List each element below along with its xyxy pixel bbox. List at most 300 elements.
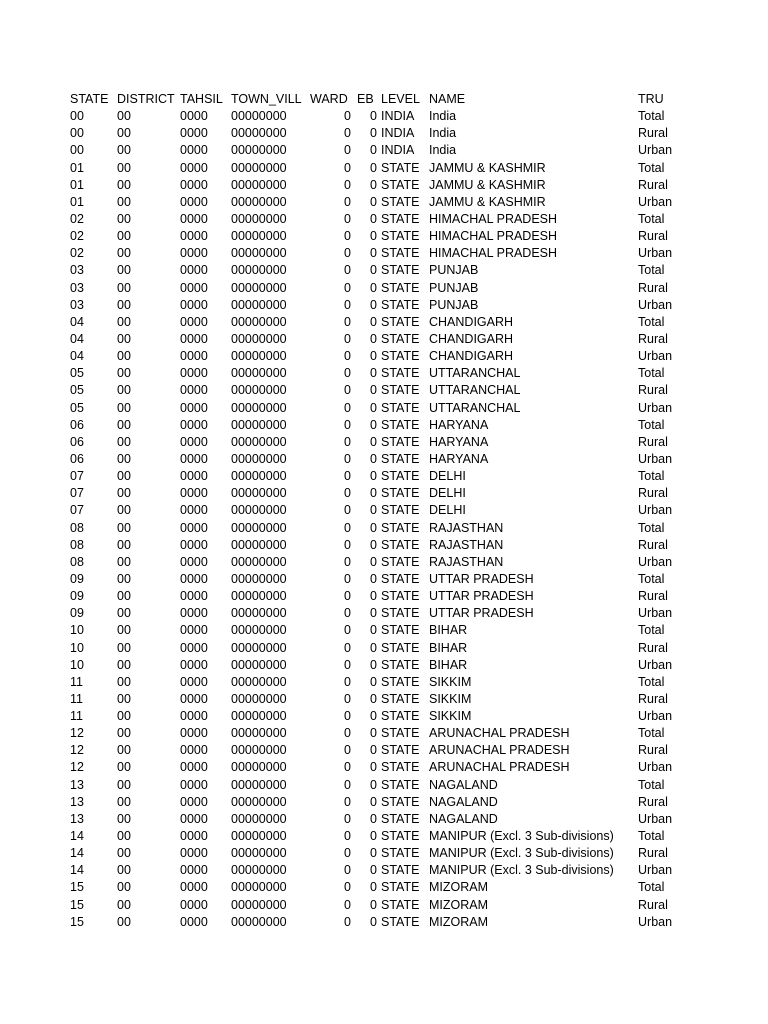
cell-tru: Urban <box>638 349 673 364</box>
cell-tru: Rural <box>638 846 668 861</box>
cell-name: MANIPUR (Excl. 3 Sub-divisions) <box>429 863 614 878</box>
cell-tahsil: 0000 <box>180 606 208 621</box>
cell-level: STATE <box>381 434 420 449</box>
cell-tru: Total <box>638 571 665 586</box>
cell-district: 00 <box>117 571 131 586</box>
cell-district: 00 <box>117 263 131 278</box>
cell-name: HARYANA <box>429 434 489 449</box>
table-row <box>0 537 768 554</box>
cell-level: STATE <box>381 520 420 535</box>
cell-town-vill: 00000000 <box>231 400 287 415</box>
cell-tahsil: 0000 <box>180 554 208 569</box>
cell-state: 11 <box>70 691 83 706</box>
cell-state: 12 <box>70 726 84 741</box>
cell-district: 00 <box>117 383 131 398</box>
cell-level: STATE <box>381 537 420 552</box>
cell-town-vill: 00000000 <box>231 229 287 244</box>
cell-state: 02 <box>70 246 84 261</box>
cell-level: STATE <box>381 503 420 518</box>
header-town-vill: TOWN_VILL <box>231 92 302 106</box>
cell-ward: 0 <box>344 451 351 466</box>
cell-level: STATE <box>381 589 420 604</box>
cell-tahsil: 0000 <box>180 709 208 724</box>
cell-eb: 0 <box>370 657 377 672</box>
cell-level: STATE <box>381 794 420 809</box>
cell-eb: 0 <box>370 709 377 724</box>
cell-state: 06 <box>70 451 84 466</box>
cell-tru: Urban <box>638 554 673 569</box>
cell-tru: Total <box>638 777 665 792</box>
header-eb: EB <box>357 92 374 106</box>
cell-tru: Rural <box>638 537 668 552</box>
cell-level: INDIA <box>381 109 415 124</box>
cell-level: STATE <box>381 177 420 192</box>
cell-name: ARUNACHAL PRADESH <box>429 760 570 775</box>
cell-tahsil: 0000 <box>180 571 208 586</box>
cell-eb: 0 <box>370 211 377 226</box>
cell-level: STATE <box>381 606 420 621</box>
cell-district: 00 <box>117 280 131 295</box>
cell-state: 10 <box>70 623 84 638</box>
cell-tru: Urban <box>638 657 673 672</box>
cell-name: MANIPUR (Excl. 3 Sub-divisions) <box>429 829 614 844</box>
cell-tahsil: 0000 <box>180 726 208 741</box>
cell-eb: 0 <box>370 109 377 124</box>
header-district: DISTRICT <box>117 92 175 106</box>
cell-district: 00 <box>117 880 131 895</box>
cell-town-vill: 00000000 <box>231 109 287 124</box>
table-row <box>0 777 768 794</box>
cell-tahsil: 0000 <box>180 520 208 535</box>
cell-district: 00 <box>117 469 131 484</box>
cell-level: STATE <box>381 331 420 346</box>
cell-level: STATE <box>381 297 420 312</box>
cell-town-vill: 00000000 <box>231 846 287 861</box>
cell-tru: Rural <box>638 640 668 655</box>
cell-district: 00 <box>117 503 131 518</box>
cell-district: 00 <box>117 160 131 175</box>
cell-tru: Total <box>638 623 665 638</box>
cell-ward: 0 <box>344 229 351 244</box>
cell-ward: 0 <box>344 537 351 552</box>
cell-district: 00 <box>117 623 131 638</box>
cell-name: JAMMU & KASHMIR <box>429 177 546 192</box>
cell-ward: 0 <box>344 246 351 261</box>
cell-state: 13 <box>70 777 84 792</box>
table-row <box>0 417 768 434</box>
cell-state: 14 <box>70 846 84 861</box>
cell-level: STATE <box>381 366 420 381</box>
cell-eb: 0 <box>370 349 377 364</box>
table-row <box>0 331 768 348</box>
cell-eb: 0 <box>370 263 377 278</box>
cell-district: 00 <box>117 520 131 535</box>
cell-eb: 0 <box>370 760 377 775</box>
cell-district: 00 <box>117 709 131 724</box>
cell-eb: 0 <box>370 914 377 929</box>
cell-state: 12 <box>70 760 84 775</box>
cell-tru: Urban <box>638 709 673 724</box>
cell-tru: Total <box>638 263 665 278</box>
cell-name: HARYANA <box>429 451 489 466</box>
cell-eb: 0 <box>370 417 377 432</box>
cell-name: SIKKIM <box>429 691 472 706</box>
table-row <box>0 657 768 674</box>
cell-tahsil: 0000 <box>180 400 208 415</box>
cell-name: RAJASTHAN <box>429 537 504 552</box>
cell-district: 00 <box>117 794 131 809</box>
cell-tru: Urban <box>638 760 673 775</box>
cell-tahsil: 0000 <box>180 349 208 364</box>
cell-district: 00 <box>117 297 131 312</box>
cell-tru: Total <box>638 469 665 484</box>
header-level: LEVEL <box>381 92 420 106</box>
cell-level: STATE <box>381 709 420 724</box>
cell-town-vill: 00000000 <box>231 194 287 209</box>
table-row <box>0 742 768 759</box>
cell-eb: 0 <box>370 143 377 158</box>
cell-town-vill: 00000000 <box>231 349 287 364</box>
table-row <box>0 160 768 177</box>
cell-level: STATE <box>381 726 420 741</box>
cell-level: STATE <box>381 863 420 878</box>
cell-tru: Urban <box>638 194 673 209</box>
cell-level: INDIA <box>381 126 415 141</box>
cell-tru: Total <box>638 417 665 432</box>
cell-tru: Rural <box>638 126 668 141</box>
table-row <box>0 194 768 211</box>
cell-level: STATE <box>381 691 420 706</box>
cell-eb: 0 <box>370 434 377 449</box>
cell-town-vill: 00000000 <box>231 503 287 518</box>
cell-eb: 0 <box>370 451 377 466</box>
cell-tru: Urban <box>638 914 673 929</box>
cell-state: 02 <box>70 211 84 226</box>
cell-state: 09 <box>70 589 84 604</box>
header-ward: WARD <box>310 92 348 106</box>
cell-name: CHANDIGARH <box>429 349 514 364</box>
cell-level: STATE <box>381 623 420 638</box>
cell-name: CHANDIGARH <box>429 331 514 346</box>
cell-tahsil: 0000 <box>180 623 208 638</box>
cell-eb: 0 <box>370 126 377 141</box>
cell-tru: Rural <box>638 691 668 706</box>
table-row <box>0 400 768 417</box>
cell-eb: 0 <box>370 503 377 518</box>
cell-tahsil: 0000 <box>180 246 208 261</box>
table-row <box>0 640 768 657</box>
cell-ward: 0 <box>344 914 351 929</box>
cell-district: 00 <box>117 760 131 775</box>
cell-tru: Rural <box>638 177 668 192</box>
cell-name: RAJASTHAN <box>429 520 504 535</box>
cell-name: PUNJAB <box>429 297 479 312</box>
cell-eb: 0 <box>370 331 377 346</box>
cell-level: STATE <box>381 777 420 792</box>
cell-district: 00 <box>117 640 131 655</box>
table-row <box>0 125 768 142</box>
cell-level: STATE <box>381 263 420 278</box>
cell-ward: 0 <box>344 880 351 895</box>
cell-town-vill: 00000000 <box>231 777 287 792</box>
table-row <box>0 914 768 931</box>
cell-district: 00 <box>117 554 131 569</box>
table-row <box>0 262 768 279</box>
cell-tru: Rural <box>638 229 668 244</box>
cell-district: 00 <box>117 211 131 226</box>
cell-state: 14 <box>70 829 84 844</box>
table-row <box>0 314 768 331</box>
cell-name: CHANDIGARH <box>429 314 514 329</box>
cell-ward: 0 <box>344 606 351 621</box>
cell-tahsil: 0000 <box>180 451 208 466</box>
cell-tru: Rural <box>638 331 668 346</box>
cell-state: 03 <box>70 297 84 312</box>
cell-tahsil: 0000 <box>180 417 208 432</box>
cell-tru: Total <box>638 109 665 124</box>
cell-town-vill: 00000000 <box>231 897 287 912</box>
cell-eb: 0 <box>370 606 377 621</box>
cell-ward: 0 <box>344 777 351 792</box>
cell-ward: 0 <box>344 709 351 724</box>
header-tahsil: TAHSIL <box>180 92 223 106</box>
table-row <box>0 571 768 588</box>
cell-state: 01 <box>70 194 84 209</box>
cell-eb: 0 <box>370 829 377 844</box>
cell-eb: 0 <box>370 520 377 535</box>
table-row <box>0 434 768 451</box>
table-row <box>0 674 768 691</box>
cell-ward: 0 <box>344 486 351 501</box>
cell-district: 00 <box>117 606 131 621</box>
cell-state: 05 <box>70 400 84 415</box>
cell-name: BIHAR <box>429 657 468 672</box>
cell-tahsil: 0000 <box>180 314 208 329</box>
cell-town-vill: 00000000 <box>231 246 287 261</box>
cell-level: STATE <box>381 571 420 586</box>
cell-tahsil: 0000 <box>180 143 208 158</box>
cell-tru: Rural <box>638 897 668 912</box>
cell-town-vill: 00000000 <box>231 914 287 929</box>
cell-name: PUNJAB <box>429 280 479 295</box>
cell-tahsil: 0000 <box>180 811 208 826</box>
cell-ward: 0 <box>344 846 351 861</box>
table-row <box>0 811 768 828</box>
cell-ward: 0 <box>344 400 351 415</box>
cell-district: 00 <box>117 177 131 192</box>
cell-tahsil: 0000 <box>180 880 208 895</box>
cell-tru: Urban <box>638 503 673 518</box>
cell-town-vill: 00000000 <box>231 554 287 569</box>
cell-level: STATE <box>381 846 420 861</box>
cell-town-vill: 00000000 <box>231 623 287 638</box>
cell-state: 09 <box>70 571 84 586</box>
cell-town-vill: 00000000 <box>231 863 287 878</box>
cell-tru: Urban <box>638 451 673 466</box>
cell-ward: 0 <box>344 657 351 672</box>
cell-eb: 0 <box>370 194 377 209</box>
cell-level: STATE <box>381 640 420 655</box>
cell-state: 14 <box>70 863 84 878</box>
cell-level: STATE <box>381 211 420 226</box>
cell-ward: 0 <box>344 571 351 586</box>
cell-name: UTTARANCHAL <box>429 400 521 415</box>
cell-tahsil: 0000 <box>180 760 208 775</box>
cell-state: 11 <box>70 674 83 689</box>
cell-name: DELHI <box>429 469 466 484</box>
cell-town-vill: 00000000 <box>231 434 287 449</box>
cell-name: BIHAR <box>429 640 468 655</box>
cell-ward: 0 <box>344 623 351 638</box>
cell-state: 08 <box>70 520 84 535</box>
cell-town-vill: 00000000 <box>231 760 287 775</box>
table-row <box>0 142 768 159</box>
cell-state: 07 <box>70 486 84 501</box>
cell-town-vill: 00000000 <box>231 211 287 226</box>
cell-state: 06 <box>70 434 84 449</box>
cell-state: 07 <box>70 469 84 484</box>
cell-name: India <box>429 126 457 141</box>
cell-level: STATE <box>381 400 420 415</box>
cell-state: 08 <box>70 554 84 569</box>
cell-name: BIHAR <box>429 623 468 638</box>
cell-ward: 0 <box>344 794 351 809</box>
cell-level: STATE <box>381 897 420 912</box>
table-row <box>0 605 768 622</box>
cell-ward: 0 <box>344 811 351 826</box>
cell-district: 00 <box>117 229 131 244</box>
cell-town-vill: 00000000 <box>231 280 287 295</box>
cell-state: 01 <box>70 160 84 175</box>
cell-district: 00 <box>117 914 131 929</box>
cell-ward: 0 <box>344 297 351 312</box>
cell-district: 00 <box>117 349 131 364</box>
cell-state: 03 <box>70 280 84 295</box>
cell-name: NAGALAND <box>429 811 498 826</box>
cell-state: 11 <box>70 709 83 724</box>
cell-district: 00 <box>117 246 131 261</box>
cell-eb: 0 <box>370 863 377 878</box>
cell-level: STATE <box>381 160 420 175</box>
cell-name: HIMACHAL PRADESH <box>429 211 558 226</box>
cell-ward: 0 <box>344 177 351 192</box>
cell-eb: 0 <box>370 640 377 655</box>
cell-tru: Urban <box>638 811 673 826</box>
cell-state: 05 <box>70 366 84 381</box>
cell-ward: 0 <box>344 314 351 329</box>
cell-name: MIZORAM <box>429 880 489 895</box>
cell-state: 00 <box>70 126 84 141</box>
cell-state: 06 <box>70 417 84 432</box>
cell-town-vill: 00000000 <box>231 606 287 621</box>
cell-tru: Total <box>638 211 665 226</box>
cell-tahsil: 0000 <box>180 674 208 689</box>
cell-name: SIKKIM <box>429 674 472 689</box>
cell-district: 00 <box>117 434 131 449</box>
cell-town-vill: 00000000 <box>231 469 287 484</box>
cell-town-vill: 00000000 <box>231 126 287 141</box>
cell-district: 00 <box>117 674 131 689</box>
cell-eb: 0 <box>370 366 377 381</box>
cell-district: 00 <box>117 417 131 432</box>
cell-level: INDIA <box>381 143 415 158</box>
cell-town-vill: 00000000 <box>231 160 287 175</box>
cell-tru: Urban <box>638 606 673 621</box>
cell-ward: 0 <box>344 331 351 346</box>
cell-ward: 0 <box>344 263 351 278</box>
cell-level: STATE <box>381 914 420 929</box>
header-state: STATE <box>70 92 109 106</box>
cell-town-vill: 00000000 <box>231 143 287 158</box>
cell-eb: 0 <box>370 537 377 552</box>
cell-level: STATE <box>381 451 420 466</box>
table-row <box>0 897 768 914</box>
cell-tru: Total <box>638 366 665 381</box>
cell-level: STATE <box>381 469 420 484</box>
cell-town-vill: 00000000 <box>231 709 287 724</box>
cell-town-vill: 00000000 <box>231 811 287 826</box>
cell-town-vill: 00000000 <box>231 657 287 672</box>
cell-name: MIZORAM <box>429 914 489 929</box>
cell-town-vill: 00000000 <box>231 674 287 689</box>
cell-district: 00 <box>117 777 131 792</box>
cell-district: 00 <box>117 691 131 706</box>
cell-eb: 0 <box>370 280 377 295</box>
cell-level: STATE <box>381 760 420 775</box>
cell-state: 02 <box>70 229 84 244</box>
cell-district: 00 <box>117 143 131 158</box>
cell-district: 00 <box>117 537 131 552</box>
cell-tahsil: 0000 <box>180 829 208 844</box>
cell-ward: 0 <box>344 366 351 381</box>
cell-name: SIKKIM <box>429 709 472 724</box>
cell-name: UTTAR PRADESH <box>429 606 534 621</box>
cell-name: DELHI <box>429 503 466 518</box>
cell-ward: 0 <box>344 349 351 364</box>
cell-district: 00 <box>117 314 131 329</box>
cell-town-vill: 00000000 <box>231 743 287 758</box>
cell-tru: Rural <box>638 434 668 449</box>
cell-eb: 0 <box>370 469 377 484</box>
census-table <box>0 91 768 931</box>
table-row <box>0 879 768 896</box>
table-row <box>0 485 768 502</box>
cell-eb: 0 <box>370 589 377 604</box>
cell-ward: 0 <box>344 691 351 706</box>
cell-ward: 0 <box>344 743 351 758</box>
cell-state: 03 <box>70 263 84 278</box>
cell-ward: 0 <box>344 126 351 141</box>
cell-district: 00 <box>117 366 131 381</box>
cell-tahsil: 0000 <box>180 486 208 501</box>
table-row <box>0 211 768 228</box>
cell-tahsil: 0000 <box>180 537 208 552</box>
cell-state: 04 <box>70 314 84 329</box>
cell-level: STATE <box>381 880 420 895</box>
cell-state: 12 <box>70 743 84 758</box>
table-row <box>0 828 768 845</box>
cell-ward: 0 <box>344 383 351 398</box>
cell-eb: 0 <box>370 880 377 895</box>
cell-tahsil: 0000 <box>180 794 208 809</box>
cell-tru: Urban <box>638 297 673 312</box>
table-row <box>0 725 768 742</box>
cell-level: STATE <box>381 674 420 689</box>
cell-level: STATE <box>381 417 420 432</box>
cell-town-vill: 00000000 <box>231 571 287 586</box>
cell-eb: 0 <box>370 743 377 758</box>
table-row <box>0 280 768 297</box>
